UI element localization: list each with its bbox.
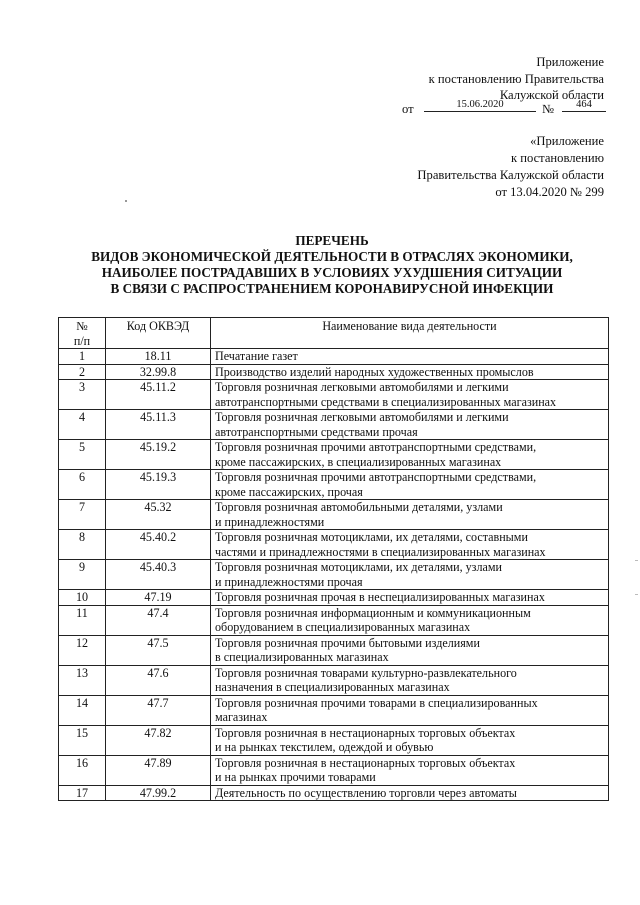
row-number: 17 (59, 785, 106, 801)
row-okved-code: 45.40.3 (106, 560, 211, 590)
row-activity-name (211, 440, 609, 470)
row-activity-name (211, 695, 609, 725)
row-number: 13 (59, 665, 106, 695)
row-activity-name (211, 530, 609, 560)
row-activity-name (211, 725, 609, 755)
activity-name-line: Торговля розничная прочая в неспециализированных магазинах (215, 590, 545, 604)
activity-name-line: Торговля розничная мотоциклами, их деталями, узлами (215, 560, 502, 574)
activity-name-line: Торговля розничная прочими товарами в специализированных (215, 695, 538, 710)
row-okved-code: 45.32 (106, 500, 211, 530)
row-number: 7 (59, 500, 106, 530)
row-number: 9 (59, 560, 106, 590)
table-row (59, 500, 609, 530)
table-row (59, 380, 609, 410)
activity-name-line: Производство изделий народных художественных промыслов (215, 364, 534, 379)
activity-name-line: Торговля розничная прочими бытовыми изделиями (215, 635, 480, 650)
row-okved-code: 47.19 (106, 590, 211, 606)
activity-name-line: Печатание газет (215, 349, 298, 363)
table-row (59, 530, 609, 560)
margin-mark (635, 560, 638, 561)
activity-name-line: Торговля розничная прочими автотранспортными средствами, (215, 470, 537, 484)
table-row (59, 695, 609, 725)
from-label: от (402, 102, 414, 116)
row-okved-code: 47.4 (106, 605, 211, 635)
row-number: 10 (59, 590, 106, 606)
row-number: 12 (59, 635, 106, 665)
row-number: 3 (59, 380, 106, 410)
row-number: 14 (59, 695, 106, 725)
row-number: 5 (59, 440, 106, 470)
activity-name-line: в специализированных магазинах (215, 650, 389, 664)
row-activity-name (211, 635, 609, 665)
activity-name-line: Торговля розничная автомобильными деталями, узлами (215, 500, 503, 514)
table-row (59, 605, 609, 635)
row-activity-name (211, 560, 609, 590)
title-line-4: В СВЯЗИ С РАСПРОСТРАНЕНИЕМ КОРОНАВИРУСНОЙ ИНФЕКЦИИ (110, 281, 554, 296)
table-row (59, 590, 609, 606)
document-title (40, 233, 624, 297)
activity-name-line: автотранспортными средствами в специализированных магазинах (215, 394, 557, 409)
activity-name-line: Торговля розничная товарами культурно-развлекательного (215, 665, 517, 680)
row-activity-name (211, 410, 609, 440)
appendix-line-2: к постановлению Правительства (428, 71, 604, 86)
title-line-1: ПЕРЕЧЕНЬ (295, 233, 369, 248)
activity-name-line: и на рынках текстилем, одеждой и обувью (215, 740, 434, 754)
activity-name-line: автотранспортными средствами прочая (215, 424, 418, 439)
decree-date: 15.06.2020 (424, 99, 536, 112)
row-okved-code: 47.82 (106, 725, 211, 755)
title-line-3: НАИБОЛЕЕ ПОСТРАДАВШИХ В УСЛОВИЯХ УХУДШЕНИЯ СИТУАЦИИ (101, 265, 563, 280)
header-number (59, 318, 106, 349)
row-activity-name (211, 500, 609, 530)
table-row (59, 364, 609, 380)
row-okved-code: 45.19.2 (106, 440, 211, 470)
row-okved-code: 45.11.2 (106, 380, 211, 410)
row-number: 11 (59, 605, 106, 635)
activity-name-line: магазинах (215, 710, 268, 724)
activity-name-line: и принадлежностями прочая (215, 574, 363, 589)
scan-speck (125, 200, 127, 202)
decree-date-line (402, 99, 606, 120)
header-activity-name: Наименование вида деятельности (211, 318, 609, 349)
activity-name-line: назначения в специализированных магазинах (215, 680, 450, 694)
activity-name-line: частями и принадлежностями в специализированных магазинах (215, 544, 546, 559)
table-row (59, 440, 609, 470)
previous-appendix-line-2: к постановлению (510, 151, 604, 165)
row-okved-code: 47.99.2 (106, 785, 211, 801)
margin-mark (635, 594, 638, 595)
header-number-line-1: № (76, 319, 88, 333)
activity-name-line: Торговля розничная прочими автотранспортными средствами, (215, 440, 537, 454)
table-row (59, 665, 609, 695)
activity-name-line: и принадлежностями (215, 514, 325, 529)
row-activity-name (211, 364, 609, 380)
row-number: 4 (59, 410, 106, 440)
row-activity-name (211, 380, 609, 410)
appendix-line-1: Приложение (536, 55, 604, 69)
table-header-row (59, 318, 609, 349)
table-row (59, 635, 609, 665)
activity-name-line: Деятельность по осуществлению торговли через автоматы (215, 785, 517, 800)
row-number: 6 (59, 470, 106, 500)
activity-name-line: Торговля розничная мотоциклами, их деталями, составными (215, 530, 528, 544)
row-okved-code: 47.5 (106, 635, 211, 665)
row-number: 8 (59, 530, 106, 560)
row-okved-code: 47.7 (106, 695, 211, 725)
activity-name-line: оборудованием в специализированных магазинах (215, 620, 471, 634)
number-label: № (542, 102, 555, 116)
row-activity-name (211, 590, 609, 606)
row-activity-name (211, 470, 609, 500)
row-okved-code: 45.19.3 (106, 470, 211, 500)
previous-appendix-line-4: от 13.04.2020 № 299 (495, 185, 604, 199)
activity-name-line: Торговля розничная в нестационарных торговых объектах (215, 725, 516, 740)
row-activity-name (211, 605, 609, 635)
row-number: 1 (59, 349, 106, 365)
activity-name-line: и на рынках прочими товарами (215, 770, 376, 784)
title-line-2: ВИДОВ ЭКОНОМИЧЕСКОЙ ДЕЯТЕЛЬНОСТИ В ОТРАСЛЯХ ЭКОНОМИКИ, (91, 249, 573, 264)
row-okved-code: 47.89 (106, 755, 211, 785)
table-row (59, 755, 609, 785)
row-okved-code: 18.11 (106, 349, 211, 365)
table-body (59, 349, 609, 801)
activity-name-line: кроме пассажирских, в специализированных магазинах (215, 454, 502, 469)
activity-name-line: Торговля розничная информационным и коммуникационным (215, 605, 531, 620)
table-row (59, 785, 609, 801)
row-okved-code: 32.99.8 (106, 364, 211, 380)
table-row (59, 470, 609, 500)
appendix-line-3: Калужской области (499, 88, 604, 102)
header-code: Код ОКВЭД (106, 318, 211, 349)
row-number: 2 (59, 364, 106, 380)
row-activity-name (211, 349, 609, 365)
activity-name-line: кроме пассажирских, прочая (215, 484, 363, 499)
previous-appendix-line-3: Правительства Калужской области (417, 168, 604, 182)
table-row (59, 725, 609, 755)
previous-appendix-block (380, 133, 604, 201)
previous-appendix-line-1: «Приложение (530, 134, 604, 148)
row-activity-name (211, 785, 609, 801)
row-number: 16 (59, 755, 106, 785)
row-okved-code: 45.11.3 (106, 410, 211, 440)
activity-name-line: Торговля розничная легковыми автомобилями и легкими (215, 380, 509, 394)
row-okved-code: 47.6 (106, 665, 211, 695)
activity-name-line: Торговля розничная легковыми автомобилями и легкими (215, 410, 509, 424)
appendix-block (380, 54, 604, 104)
header-number-line-2: п/п (73, 333, 91, 348)
row-activity-name (211, 755, 609, 785)
activities-table (58, 317, 609, 801)
table-row (59, 349, 609, 365)
decree-number: 464 (562, 99, 606, 112)
activity-name-line: Торговля розничная в нестационарных торговых объектах (215, 755, 516, 770)
table-row (59, 560, 609, 590)
row-okved-code: 45.40.2 (106, 530, 211, 560)
row-number: 15 (59, 725, 106, 755)
table-row (59, 410, 609, 440)
row-activity-name (211, 665, 609, 695)
